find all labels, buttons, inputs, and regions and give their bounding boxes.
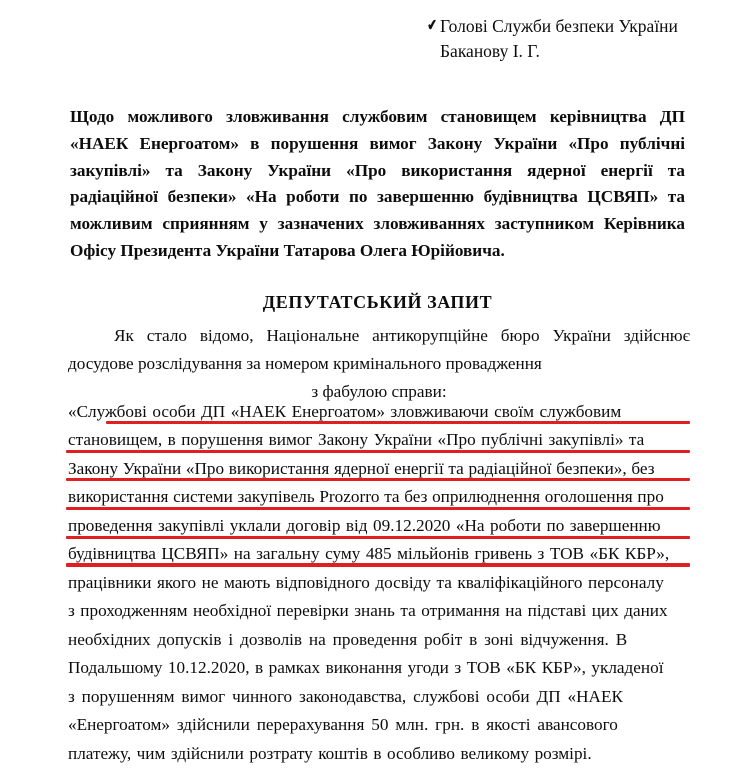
- body-line-6: будівництва ЦСВЯП» на загальну суму 485 мільйонів гривень з ТОВ «БК КБР»,: [68, 544, 670, 564]
- intro-line-1: Як стало відомо, Національне антикорупційне бюро України здійснює: [114, 326, 690, 345]
- body-line-9: необхідних допусків і дозволів на проведення робіт в зоні відчуження. В: [68, 629, 628, 649]
- addressee-block: [426, 14, 740, 64]
- intro-line-2: досудове розслідування за номером кримінального провадження: [68, 353, 542, 373]
- body-line-3: Закону України «Про використання ядерної енергії та радіаційної безпеки», без: [68, 458, 655, 478]
- page-title: ДЕПУТАТСЬКИЙ ЗАПИТ: [262, 292, 493, 312]
- body-line-2: становищем, в порушення вимог Закону України «Про публічні закупівлі» та: [68, 430, 645, 450]
- body-line-4: використання системи закупівель Prozorro та без оприлюднення оголошення про: [68, 487, 664, 507]
- check-mark-icon: ✔: [426, 17, 438, 35]
- body-line-11: з порушенням вимог чинного законодавства, службові особи ДП «НАЕК: [68, 686, 623, 706]
- body-line-5: проведення закупівлі уклали договір від 09.12.2020 «На роботи по завершенню: [68, 515, 661, 535]
- case-body-text: [68, 398, 690, 768]
- subject-paragraph: Щодо можливого зловживання службовим становищем керівництва ДП «НАЕК Енергоатом» в порушення вимог Закону України «Про публічні закупівлі» та Закону України «Про використання ядерної енергії та радіаційної безпеки» «На роботи по завершенню будівництва ЦСВЯП» та можливим сприянням у зазначених зловживаннях заступником Керівника Офісу Президента України Татарова Олега Юрійовича.: [70, 107, 685, 261]
- body-line-1: «Службові особи ДП «НАЕК Енергоатом» зловживаючи своїм службовим: [68, 402, 622, 421]
- body-line-10: Подальшому 10.12.2020, в рамках виконання угоди з ТОВ «БК КБР», укладеної: [68, 658, 664, 678]
- intro-line-3: з фабулою справи:: [311, 381, 447, 401]
- body-line-8: з проходженням необхідної перевірки знань та отримання на підставі цих даних: [68, 601, 668, 621]
- intro-paragraph: [68, 322, 690, 406]
- addressee-line-2: Баканову І. Г.: [440, 40, 540, 61]
- body-line-7: працівники якого не мають відповідного досвіду та кваліфікаційного персоналу: [68, 572, 664, 592]
- body-line-13: платежу, чим здійснили розтрату коштів в особливо великому розмірі.: [68, 743, 592, 763]
- addressee-line-1: Голові Служби безпеки України: [440, 16, 678, 36]
- body-line-12: «Енергоатом» здійснили перерахування 50 млн. грн. в якості авансового: [68, 715, 618, 735]
